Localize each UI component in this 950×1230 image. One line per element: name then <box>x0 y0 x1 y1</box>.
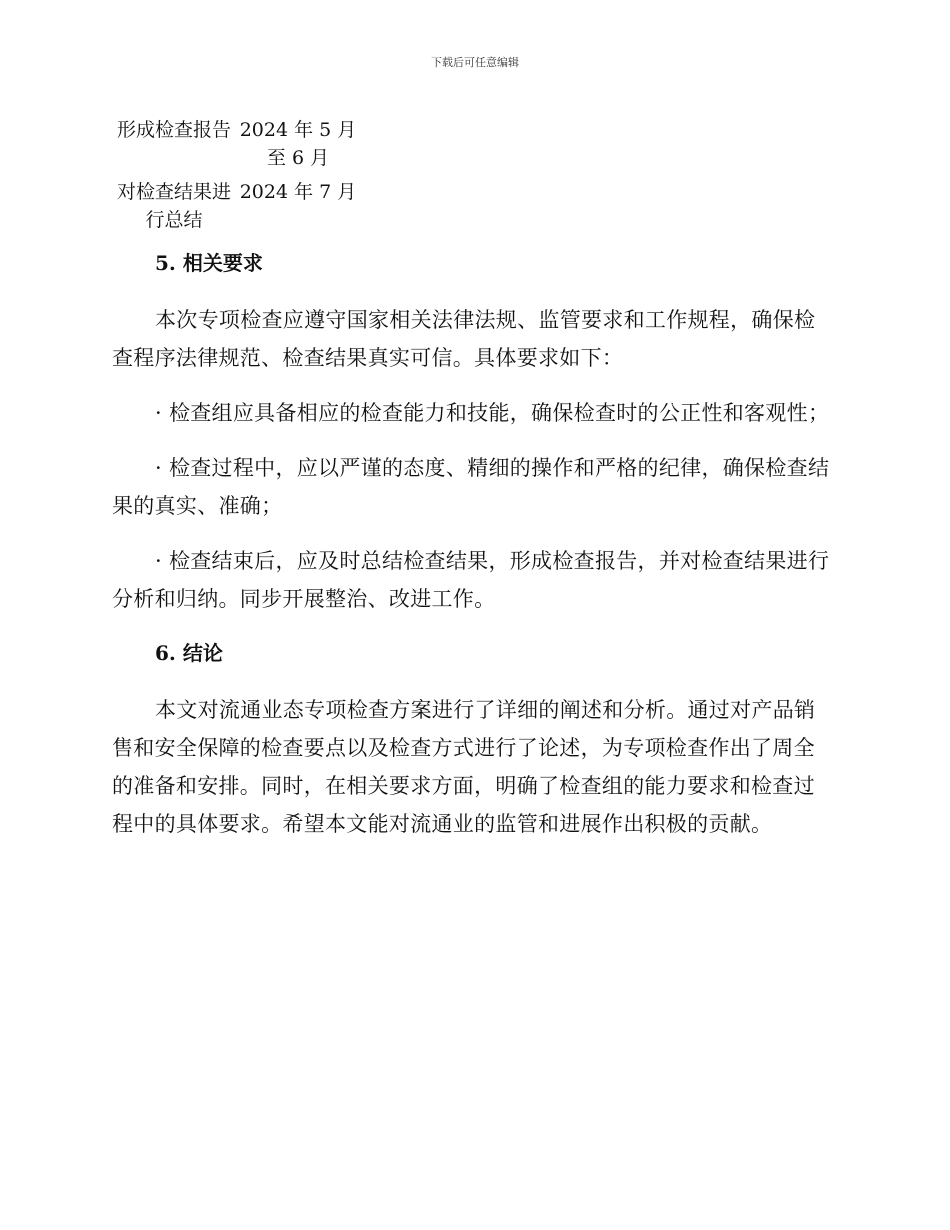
schedule-table <box>112 116 360 240</box>
table-row <box>112 178 360 240</box>
schedule-time-cell: 2024 年 5 月至 6 月 <box>239 119 357 169</box>
page-header-note: 下载后可任意编辑 <box>431 56 519 69</box>
schedule-time-cell: 2024 年 7 月 <box>239 181 357 203</box>
section-heading-requirements: 5. 相关要求 <box>155 251 263 275</box>
schedule-task-cell: 对检查结果进行总结 <box>116 181 231 231</box>
schedule-task-cell: 形成检查报告 <box>116 119 231 141</box>
document-body <box>112 248 832 860</box>
requirement-item: · 检查过程中，应以严谨的态度、精细的操作和严格的纪律，确保检查结果的真实、准确； <box>112 456 830 518</box>
conclusion-paragraph: 本文对流通业态专项检查方案进行了详细的阐述和分析。通过对产品销售和安全保障的检查要点以及检查方式进行了论述，为专项检查作出了周全的准备和安排。同时，在相关要求方面，明确了检查组的能力要求和检查过程中的具体要求。希望本文能对流通业的监管和进展作出积极的贡献。 <box>112 698 816 836</box>
table-row <box>112 116 360 178</box>
requirements-intro-paragraph: 本次专项检查应遵守国家相关法律法规、监管要求和工作规程，确保检查程序法律规范、检查结果真实可信。具体要求如下： <box>112 308 816 370</box>
section-heading-conclusion: 6. 结论 <box>155 641 223 665</box>
requirement-item: · 检查组应具备相应的检查能力和技能，确保检查时的公正性和客观性； <box>155 401 830 425</box>
requirement-item: · 检查结束后，应及时总结检查结果，形成检查报告，并对检查结果进行分析和归纳。同步开展整治、改进工作。 <box>112 549 830 611</box>
